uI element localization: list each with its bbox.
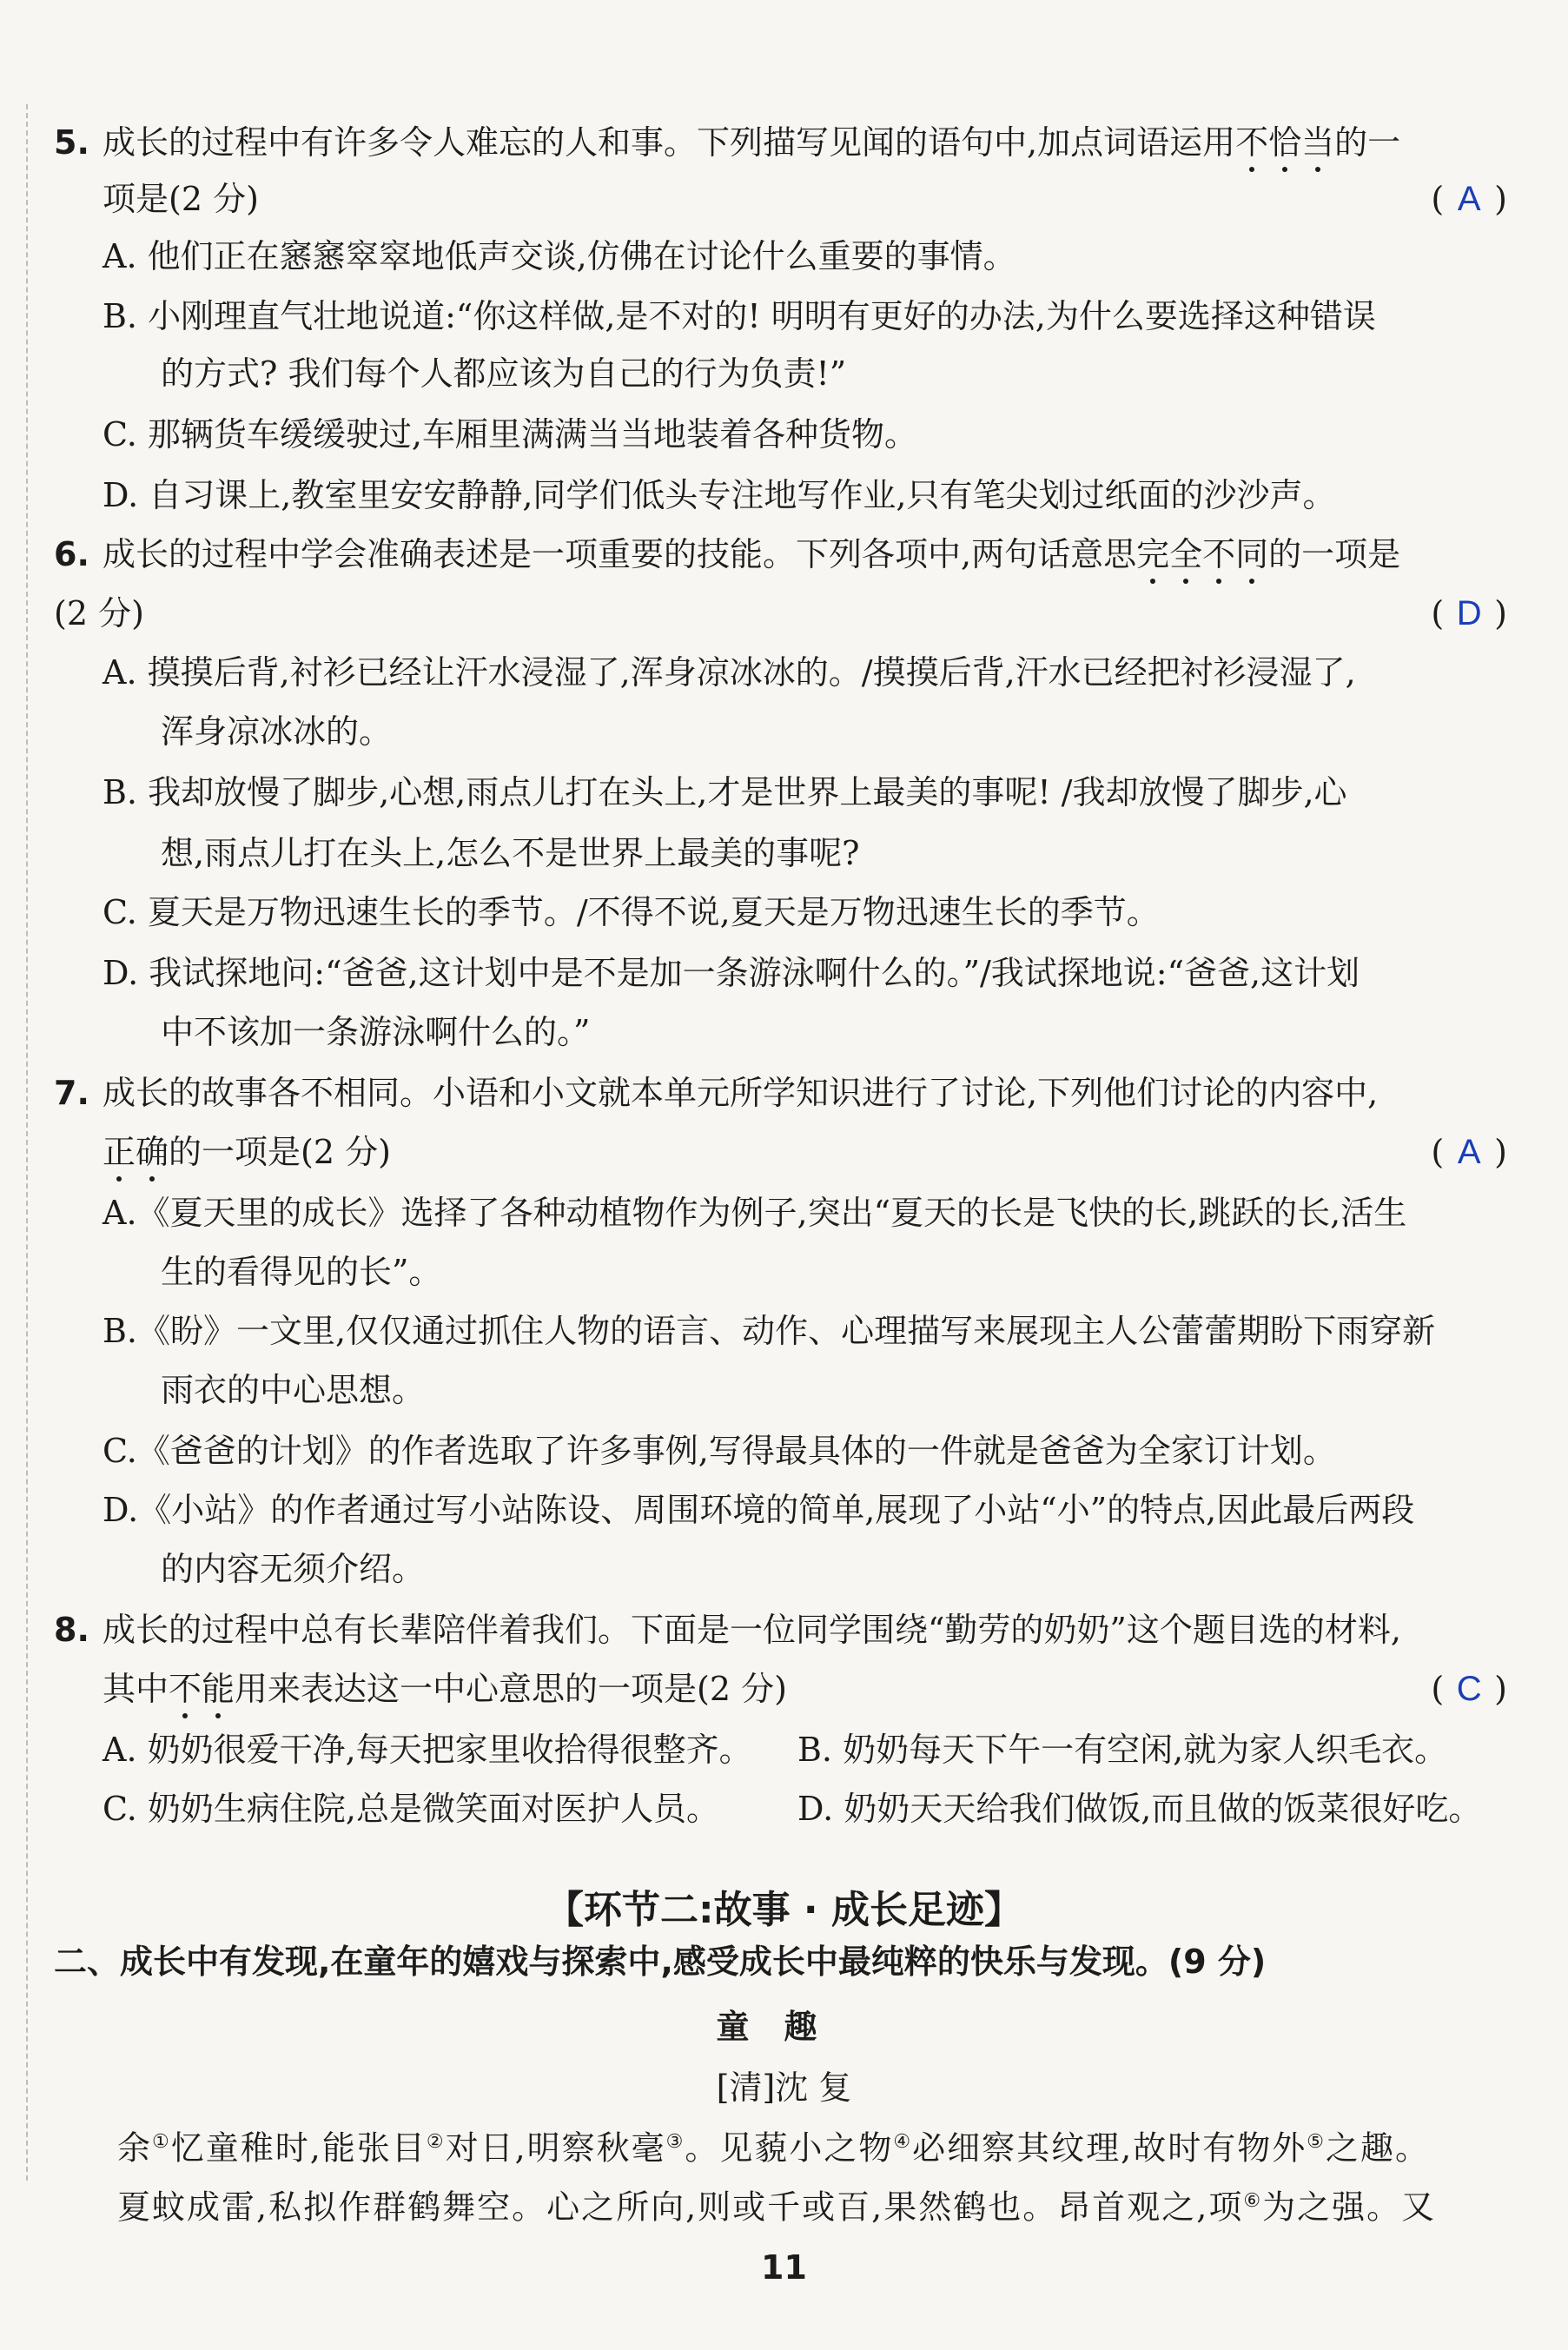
- option-b-text: B. 奶奶每天下午一有空闲,就为家人织毛衣。: [797, 1731, 1448, 1769]
- option-text: 雨衣的中心思想。: [161, 1371, 426, 1409]
- text-span: 必细察其纹理,故时有物外: [912, 2128, 1307, 2168]
- answer-close-paren: ): [1494, 1670, 1507, 1708]
- answer-slot[interactable]: [1431, 1129, 1507, 1175]
- question-text: 其中: [103, 1670, 169, 1708]
- text-span: 之趣。: [1325, 2128, 1430, 2168]
- option-text: 的内容无须介绍。: [161, 1550, 426, 1588]
- footnote-marker: ③: [665, 2131, 685, 2153]
- text-author: [清]沈 复: [716, 2069, 852, 2107]
- question-text-end: 的一: [1334, 123, 1401, 162]
- question-text: 的一项是(2 分): [169, 1133, 391, 1171]
- option-text: D. 自习课上,教室里安安静静,同学们低头专注地写作业,只有笔尖划过纸面的沙沙声。: [103, 476, 1336, 514]
- answer-letter: C: [1456, 1670, 1482, 1708]
- option-text: C.《爸爸的计划》的作者选取了许多事例,写得最具体的一件就是爸爸为全家订计划。: [103, 1432, 1336, 1470]
- answer-close-paren: ): [1494, 180, 1507, 218]
- footnote-marker: ②: [426, 2131, 446, 2153]
- emphasis-char: 恰: [1268, 120, 1301, 165]
- emphasis-dots: [1235, 123, 1334, 162]
- option-text: A. 摸摸后背,衬衫已经让汗水浸湿了,浑身凉冰冰的。/摸摸后背,汗水已经把衬衫浸湿了,: [103, 653, 1356, 692]
- text-span: 夏蚊成雷,私拟作群鹤舞空。心之所向,则或千或百,果然鹤也。昂首观之,项: [117, 2188, 1244, 2227]
- option-text: 浑身凉冰冰的。: [161, 712, 393, 751]
- answer-letter: A: [1457, 180, 1481, 218]
- emphasis-char: 不: [169, 1666, 202, 1711]
- question-number: 8.: [54, 1611, 89, 1649]
- option-text: 生的看得见的长”。: [161, 1253, 442, 1291]
- page-number: 11: [761, 2248, 807, 2287]
- option-text: B.《盼》一文里,仅仅通过抓住人物的语言、动作、心理描写来展现主人公蕾蕾期盼下雨穿新: [103, 1312, 1436, 1350]
- emphasis-char: 同: [1235, 532, 1268, 577]
- question-text: 成长的过程中有许多令人难忘的人和事。下列描写见闻的语句中,加点词语运用: [103, 123, 1236, 162]
- emphasis-dots: [1136, 535, 1268, 573]
- answer-letter: D: [1456, 594, 1482, 632]
- footnote-marker: ①: [152, 2131, 171, 2153]
- question-text: 成长的过程中学会准确表述是一项重要的技能。下列各项中,两句话意思: [103, 535, 1137, 573]
- footnote-marker: ④: [893, 2131, 913, 2153]
- answer-slot[interactable]: [1431, 591, 1507, 636]
- emphasis-char: 完: [1136, 532, 1169, 577]
- answer-open-paren: (: [1431, 1670, 1445, 1708]
- text-title: 童趣: [716, 2008, 852, 2046]
- emphasis-dots: [169, 1670, 235, 1708]
- option-text: C. 那辆货车缓缓驶过,车厢里满满当当地装着各种货物。: [103, 415, 917, 453]
- option-text: B. 小刚理直气壮地说道:“你这样做,是不对的! 明明有更好的办法,为什么要选择这种错误: [103, 297, 1376, 335]
- option-text: 的方式? 我们每个人都应该为自己的行为负责!”: [161, 354, 847, 393]
- question-text-end: 用来表达这一中心意思的一项是(2 分): [235, 1670, 787, 1708]
- option-text: A. 他们正在窸窸窣窣地低声交谈,仿佛在讨论什么重要的事情。: [103, 237, 1016, 275]
- answer-open-paren: (: [1431, 180, 1445, 218]
- answer-open-paren: (: [1431, 1133, 1445, 1171]
- option-text: 中不该加一条游泳啊什么的。”: [161, 1013, 591, 1051]
- option-text: D. 我试探地问:“爸爸,这计划中是不是加一条游泳啊什么的。”/我试探地说:“爸爸,这计划: [103, 954, 1360, 992]
- text-span: 为之强。又: [1262, 2188, 1437, 2227]
- question-text-end: 的一项是: [1268, 535, 1401, 573]
- option-text: 想,雨点儿打在头上,怎么不是世界上最美的事呢?: [161, 834, 860, 872]
- answer-close-paren: ): [1494, 594, 1507, 632]
- text-span: 对日,明察秋毫: [445, 2128, 666, 2168]
- footnote-marker: ⑥: [1243, 2190, 1263, 2212]
- answer-letter: A: [1457, 1133, 1481, 1171]
- answer-slot[interactable]: [1431, 1666, 1507, 1711]
- emphasis-char: 全: [1169, 532, 1202, 577]
- option-c-text: C. 奶奶生病住院,总是微笑面对医护人员。: [103, 1790, 719, 1828]
- option-text: C. 夏天是万物迅速生长的季节。/不得不说,夏天是万物迅速生长的季节。: [103, 893, 1160, 931]
- footnote-marker: ⑤: [1307, 2131, 1326, 2153]
- question-text: 成长的故事各不相同。小语和小文就本单元所学知识进行了讨论,下列他们讨论的内容中,: [103, 1074, 1379, 1112]
- part-two-text: 二、成长中有发现,在童年的嬉戏与探索中,感受成长中最纯粹的快乐与发现。(9 分): [54, 1943, 1267, 1981]
- question-number: 7.: [54, 1074, 89, 1112]
- emphasis-char: 不: [1235, 120, 1268, 165]
- emphasis-char: 正: [103, 1129, 136, 1175]
- question-number: 5.: [54, 123, 89, 162]
- emphasis-dots: [103, 1133, 169, 1171]
- option-text: B. 我却放慢了脚步,心想,雨点儿打在头上,才是世界上最美的事呢! /我却放慢了脚步,心: [103, 773, 1347, 811]
- text-span: 余: [117, 2128, 153, 2168]
- emphasis-char: 当: [1301, 120, 1334, 165]
- answer-close-paren: ): [1494, 1133, 1507, 1171]
- emphasis-char: 确: [136, 1129, 169, 1175]
- answer-slot[interactable]: [1431, 176, 1507, 222]
- option-a-text: A. 奶奶很爱干净,每天把家里收拾得很整齐。: [103, 1731, 752, 1769]
- option-d-text: D. 奶奶天天给我们做饭,而且做的饭菜很好吃。: [797, 1790, 1482, 1828]
- section-title: 【环节二:故事 · 成长足迹】: [546, 1888, 1022, 1932]
- answer-open-paren: (: [1431, 594, 1445, 632]
- emphasis-char: 不: [1202, 532, 1235, 577]
- question-text: 项是(2 分): [103, 180, 259, 218]
- question-number: 6.: [54, 535, 89, 573]
- emphasis-char: 能: [202, 1666, 235, 1711]
- option-text: A.《夏天里的成长》选择了各种动植物作为例子,突出“夏天的长是飞快的长,跳跃的长,活生: [103, 1194, 1407, 1232]
- text-span: 忆童稚时,能张目: [170, 2128, 427, 2168]
- text-span: 。见藐小之物: [685, 2128, 894, 2168]
- question-text: 成长的过程中总有长辈陪伴着我们。下面是一位同学围绕“勤劳的奶奶”这个题目选的材料,: [103, 1611, 1401, 1649]
- option-text: D.《小站》的作者通过写小站陈设、周围环境的简单,展现了小站“小”的特点,因此最后两段: [103, 1491, 1415, 1529]
- question-text: (2 分): [54, 594, 144, 632]
